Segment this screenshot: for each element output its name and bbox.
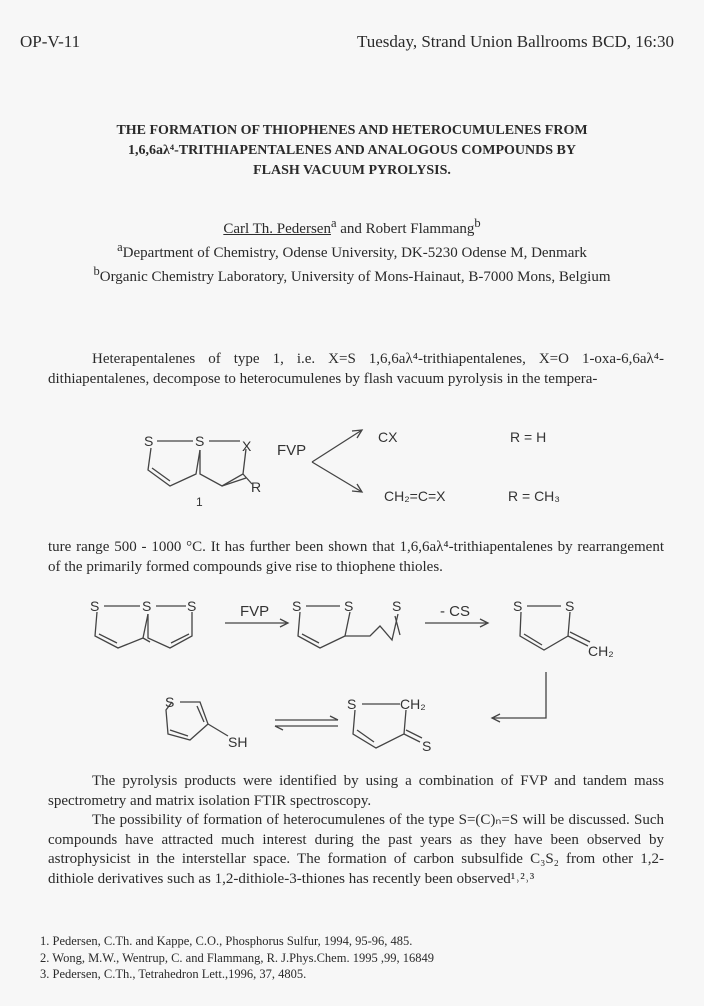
paragraph-3-4 bbox=[48, 772, 664, 889]
arrow-label: FVP bbox=[240, 603, 270, 620]
atom-label: S bbox=[565, 598, 575, 614]
affiliation-b bbox=[0, 262, 704, 286]
affil-mark: a bbox=[330, 216, 337, 230]
presenting-author: Carl Th. Pedersen bbox=[223, 221, 331, 237]
body-text: The pyrolysis products were identified by using a combination of FVP and tandem mass spectrometry and matrix isolation FTIR spectroscopy. bbox=[48, 773, 664, 809]
references bbox=[40, 933, 660, 983]
paragraph-1 bbox=[48, 350, 664, 389]
atom-label: S bbox=[392, 598, 402, 614]
affil-mark: b bbox=[93, 264, 100, 278]
title-line: FLASH VACUUM PYROLYSIS. bbox=[253, 163, 451, 178]
product-formula: CX bbox=[378, 429, 398, 445]
reference-item: 3. Pedersen, C.Th., Tetrahedron Lett.,1996, 37, 4805. bbox=[40, 967, 307, 981]
affil-mark: a bbox=[117, 240, 123, 254]
paragraph-2 bbox=[48, 538, 664, 577]
atom-label: S bbox=[347, 696, 357, 712]
condition: R = H bbox=[510, 429, 547, 445]
atom-label: X bbox=[242, 438, 252, 454]
affil-text: Department of Chemistry, Odense University, DK-5230 Odense M, Denmark bbox=[122, 245, 587, 261]
branch-arrow bbox=[312, 430, 362, 492]
equilibrium-arrows bbox=[275, 716, 338, 730]
body-text: The possibility of formation of heterocumulenes of the type S=(C)ₙ=S will be discussed. Such compounds have attracted much interest during the past years as they have been observed by astrophysicist in the interstellar space. The formation of carbon subsulfide C₃S₂ from other 1,2-dithiole derivatives such as 1,2-dithiole-3-thiones has recently been observed¹˒²˒³ bbox=[48, 812, 664, 887]
atom-label: R bbox=[251, 479, 262, 495]
arrow-label: - CS bbox=[440, 603, 470, 620]
session-code: OP-V-11 bbox=[20, 32, 81, 51]
authors-block bbox=[0, 214, 704, 286]
affil-mark: b bbox=[474, 216, 481, 230]
reaction-arrow bbox=[425, 619, 488, 627]
title-line: 1,6,6aλ⁴-TRITHIAPENTALENES AND ANALOGOUS COMPOUNDS BY bbox=[128, 143, 576, 158]
arrow-label: FVP bbox=[277, 442, 307, 459]
atom-label: S bbox=[144, 433, 154, 449]
atom-label: S bbox=[422, 738, 432, 754]
atom-label: SH bbox=[228, 734, 248, 750]
scheme-1 bbox=[0, 400, 704, 520]
session-info: Tuesday, Strand Union Ballrooms BCD, 16:30 bbox=[356, 32, 674, 51]
product-formula: CH₂=C=X bbox=[384, 488, 446, 504]
atom-label: CH₂ bbox=[400, 696, 426, 712]
atom-label: S bbox=[187, 598, 197, 614]
author-line bbox=[0, 214, 704, 238]
compound-number: 1 bbox=[196, 495, 203, 509]
atom-label: S bbox=[165, 694, 175, 710]
reaction-arrow bbox=[225, 619, 288, 627]
reference-item: 1. Pedersen, C.Th. and Kappe, C.O., Phosphorus Sulfur, 1994, 95-96, 485. bbox=[40, 934, 413, 948]
atom-label: S bbox=[344, 598, 354, 614]
atom-label: S bbox=[90, 598, 100, 614]
reference-item: 2. Wong, M.W., Wentrup, C. and Flammang, R. J.Phys.Chem. 1995 ,99, 16849 bbox=[40, 950, 434, 965]
scheme-2 bbox=[0, 590, 704, 760]
body-text: Heterapentalenes of type 1, i.e. X=S 1,6,6aλ⁴-trithiapentalenes, X=O 1-oxa-6,6aλ⁴-dithiapentalenes, decompose to heterocumulenes by flash vacuum pyrolysis in the tempera- bbox=[48, 351, 664, 387]
atom-label: S bbox=[142, 598, 152, 614]
atom-label: CH₂ bbox=[588, 643, 614, 659]
affil-text: Organic Chemistry Laboratory, University of Mons-Hainaut, B-7000 Mons, Belgium bbox=[99, 269, 611, 285]
title-line: THE FORMATION OF THIOPHENES AND HETEROCUMULENES FROM bbox=[116, 123, 588, 138]
atom-label: S bbox=[195, 433, 205, 449]
rearrangement-arrow bbox=[492, 672, 546, 722]
body-text: ture range 500 - 1000 °C. It has further been shown that 1,6,6aλ⁴-trithiapentalenes by rearrangement of the primarily formed compounds give rise to thiophene thioles. bbox=[48, 539, 664, 575]
co-author: and Robert Flammang bbox=[336, 221, 475, 237]
thiophenethiol-structure bbox=[166, 702, 228, 740]
affiliation-a bbox=[0, 238, 704, 262]
condition: R = CH₃ bbox=[508, 488, 560, 504]
atom-label: S bbox=[292, 598, 302, 614]
atom-label: S bbox=[513, 598, 523, 614]
methylene-dithiole-structure bbox=[520, 606, 590, 650]
paper-title bbox=[0, 121, 704, 181]
